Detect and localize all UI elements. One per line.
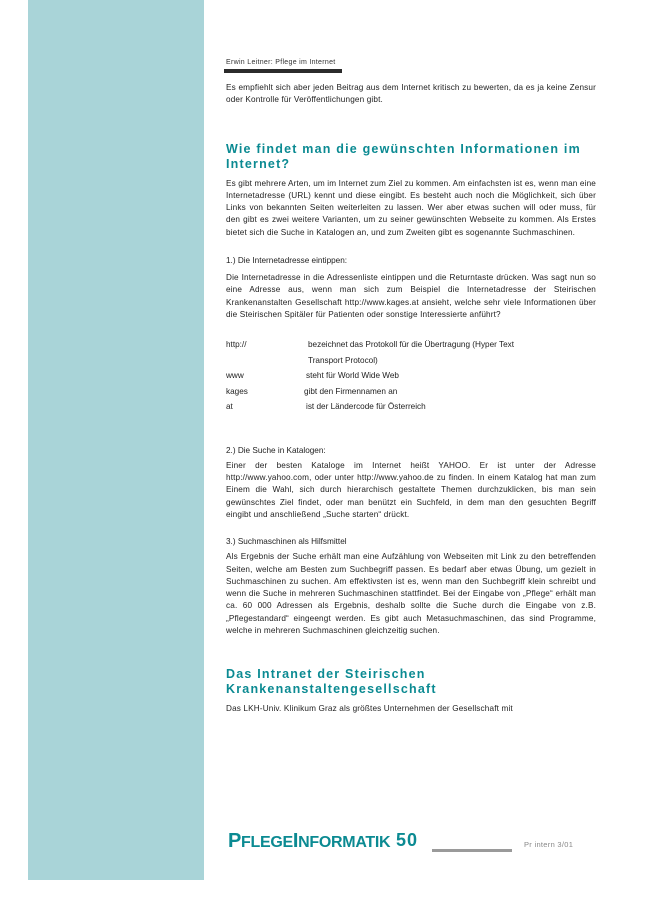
running-head: Erwin Leitner: Pflege im Internet — [226, 59, 336, 66]
definition-row — [226, 368, 596, 384]
definition-description: gibt den Firmennamen an — [304, 386, 398, 396]
definition-row-continuation — [226, 353, 596, 369]
header-rule — [224, 69, 342, 73]
issue-label: Pr intern 3/01 — [524, 840, 574, 849]
definition-row — [226, 384, 596, 400]
paragraph-address: Die Internetadresse in die Adressenliste eintippen und die Returntaste drücken. Was sagt nun so eine Adresse aus, wenn man sich zum Beispiel die Internetadresse der Steirischen Krankenanstalten Gesellschaft http://www.kages.at ansieht, welche sehr viele Informationen über die Steirischen Spitäler für Patienten oder sonstige Interessierte anführt? — [226, 273, 596, 319]
magazine-logo: PFLEGEINFORMATIK — [228, 830, 391, 852]
paragraph-methods: Es gibt mehrere Arten, um im Internet zum Ziel zu kommen. Am einfachsten ist es, wenn man eine Internetadresse (URL) kennt und diese eingibt. Es besteht auch noch die Möglichkeit, sich über Links von bekannten Seiten weiterleiten zu lassen. Wer aber etwas suchen will oder muss, für den gibt es zwei weitere Varianten, um zu seiner gewünschten Webseite zu kommen. Als Erstes bietet sich die Suche in Katalogen an, und zum Zweiten gibt es sogenannte Suchmaschinen. — [226, 178, 596, 237]
heading-search-info: Wie findet man die gewünschten Informationen im Internet? — [226, 141, 581, 171]
definition-term: http:// — [226, 340, 247, 350]
definition-row — [226, 399, 596, 415]
definition-row — [226, 337, 596, 353]
main-content — [226, 82, 596, 716]
paragraph-search-engines: Als Ergebnis der Suche erhält man eine Aufzählung von Webseiten mit Link zu den betreffenden Seiten, welche am Besten zum Suchbegriff passen. Es bedarf aber etwas Übung, um gezielt in Suchmaschinen zu suchen. Am effektivsten ist es, wenn man den Suchbegriff klein schreibt und wenn die Suche in mehreren Suchmaschinen stattfindet. Bei der Eingabe von „Pflege“ erhält man ca. 60 000 Adressen als Ergebnis, deshalb sollte die Suche durch die Eingabe von z.B. „Pflegestandard“ eingeengt werden. Es gibt auch Metasuchmaschinen, das sind Programme, welche in mehreren Suchmaschinen gleichzeitig suchen. — [226, 552, 596, 636]
definition-description: ist der Ländercode für Österreich — [306, 402, 426, 412]
subheading-search-engines: 3.) Suchmaschinen als Hilfsmittel — [226, 537, 347, 547]
definition-description: steht für World Wide Web — [306, 371, 399, 381]
page-number: 50 — [396, 830, 419, 850]
definition-description: bezeichnet das Protokoll für die Übertragung (Hyper Text — [308, 340, 515, 350]
subheading-catalogs: 2.) Die Suche in Katalogen: — [226, 445, 326, 455]
definition-description: Transport Protocol) — [308, 355, 378, 365]
paragraph-catalogs: Einer der besten Kataloge im Internet heißt YAHOO. Er ist unter der Adresse http://www.yahoo.com, oder unter http://www.yahoo.de zu finden. In einem Katalog hat man zum Einem die Wahl, sich durch hierarchisch gestaltete Themen durchzuklicken, bis man sein gewünschtes Ziel findet, oder man benützt ein Suchfeld, in dem man den gesuchten Begriff eingibt und anschließend „Suche starten“ drückt. — [226, 460, 596, 519]
definition-term: at — [226, 402, 233, 412]
sidebar-band — [28, 0, 204, 880]
subheading-address: 1.) Die Internetadresse eintippen: — [226, 256, 348, 266]
intro-paragraph: Es empfiehlt sich aber jeden Beitrag aus dem Internet kritisch zu bewerten, da es ja keine Zensur oder Kontrolle für Veröffentlichungen gibt. — [226, 83, 596, 105]
paragraph-intranet: Das LKH-Univ. Klinikum Graz als größtes Unternehmen der Gesellschaft mit — [226, 704, 513, 714]
heading-intranet: Das Intranet der Steirischen Krankenanstaltengesellschaft — [226, 667, 437, 697]
definition-term: kages — [226, 386, 248, 396]
definition-term: www — [226, 371, 244, 381]
definition-list — [226, 337, 596, 415]
footer-rule — [432, 849, 512, 852]
